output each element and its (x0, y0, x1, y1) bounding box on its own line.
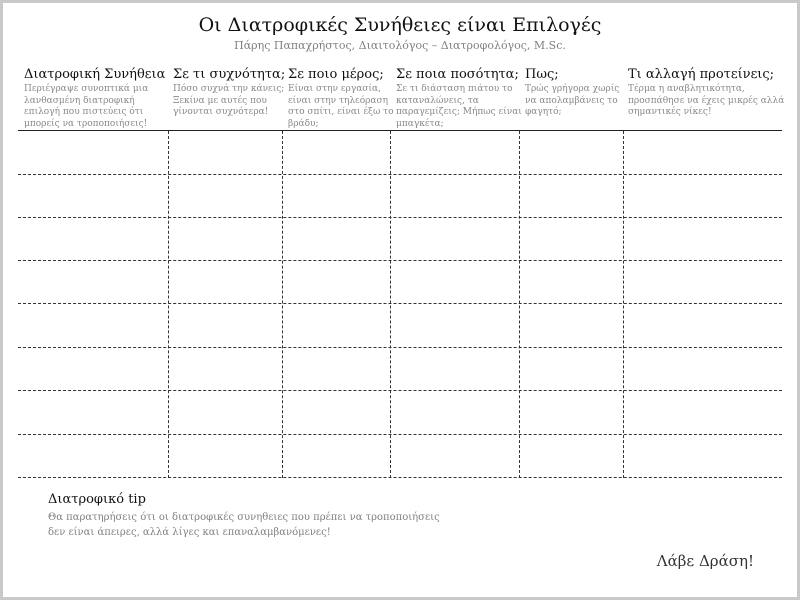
column-description-line: φαγητό; (525, 107, 562, 117)
table-row-divider (18, 434, 782, 435)
column-description-line: Είναι στην εργασία, (288, 84, 381, 94)
column-header-quantity (396, 66, 522, 130)
column-title: Διατροφική Συνήθεια (24, 67, 166, 82)
table-row-divider (18, 347, 782, 348)
column-description-line: μπαγκέτα; (396, 118, 444, 129)
column-title: Πως; (525, 67, 559, 82)
column-description-line: γίνονται συχνότερα! (173, 107, 269, 117)
tip-title: Διατροφικό tip (48, 492, 146, 507)
column-description-line: Ξεκίνα με αυτές που (173, 95, 267, 106)
column-divider (623, 131, 624, 478)
column-description-line: Σε τι διάσταση πιάτου το (396, 84, 513, 94)
column-description (173, 84, 285, 119)
column-title: Σε τι συχνότητα; (173, 67, 286, 82)
table-row-divider (18, 390, 782, 391)
column-description-line: Τρώς γρήγορα χωρίς (525, 84, 620, 94)
table-header-rule (18, 130, 782, 131)
column-divider (519, 131, 520, 478)
page-subtitle: Πάρης Παπαχρήστος, Διαιτολόγος – Διατροφολόγος, M.Sc. (234, 39, 566, 52)
column-header-how (525, 66, 619, 119)
column-description (396, 84, 522, 130)
table-row-divider (18, 217, 782, 218)
column-header-place (288, 66, 394, 130)
column-description-line: καταναλώνεις, τα (396, 95, 479, 106)
page-title: Οι Διατροφικές Συνήθειες είναι Επιλογές (198, 14, 602, 36)
column-title: Σε ποια ποσότητα; (396, 67, 519, 82)
column-description (24, 84, 165, 130)
tip-line: Θα παρατηρήσεις ότι οι διατροφικές συνηθειες που πρέπει να τροποποιήσεις (48, 512, 440, 523)
column-description-line: Τέρμα η αναβλητικότητα, (628, 84, 745, 94)
column-description-line: να απολαμβάνεις το (525, 95, 618, 106)
column-description (288, 84, 394, 130)
column-divider (390, 131, 391, 478)
table-row-divider (18, 477, 782, 478)
column-header-habit (24, 66, 165, 130)
column-description-line: στο σπίτι, είναι έξω το (288, 107, 394, 117)
column-description-line: είναι στην τηλεόραση (288, 95, 389, 106)
column-description-line: σημαντικές νίκες! (628, 107, 712, 117)
column-description-line: Περιέγραψε συνοπτικά μια (24, 84, 149, 94)
table-row-divider (18, 174, 782, 175)
tip-line: δεν είναι άπειρες, αλλά λίγες και επαναλαμβανόμενες! (48, 527, 331, 538)
call-to-action: Λάβε Δράση! (656, 552, 754, 570)
column-description-line: μπορείς να τροποποιήσεις! (24, 118, 148, 129)
table-row-divider (18, 260, 782, 261)
column-description-line: επιλογή που πιστεύεις ότι (24, 107, 144, 117)
column-title: Σε ποιο μέρος; (288, 67, 384, 82)
column-header-frequency (173, 66, 285, 119)
column-description-line: βράδυ; (288, 118, 319, 129)
column-title: Τι αλλαγή προτείνεις; (628, 67, 775, 82)
column-divider (282, 131, 283, 478)
column-description (628, 84, 784, 119)
column-description (525, 84, 619, 119)
column-description-line: παραγεμίζεις; Μήπως είναι (396, 107, 522, 117)
column-divider (168, 131, 169, 478)
column-description-line: Πόσο συχνά την κάνεις; (173, 84, 285, 94)
tip-text (48, 510, 440, 540)
column-header-change (628, 66, 784, 119)
column-description-line: λανθασμένη διατροφική (24, 95, 135, 106)
column-description-line: προσπάθησε να έχεις μικρές αλλά (628, 95, 785, 106)
table-row-divider (18, 303, 782, 304)
